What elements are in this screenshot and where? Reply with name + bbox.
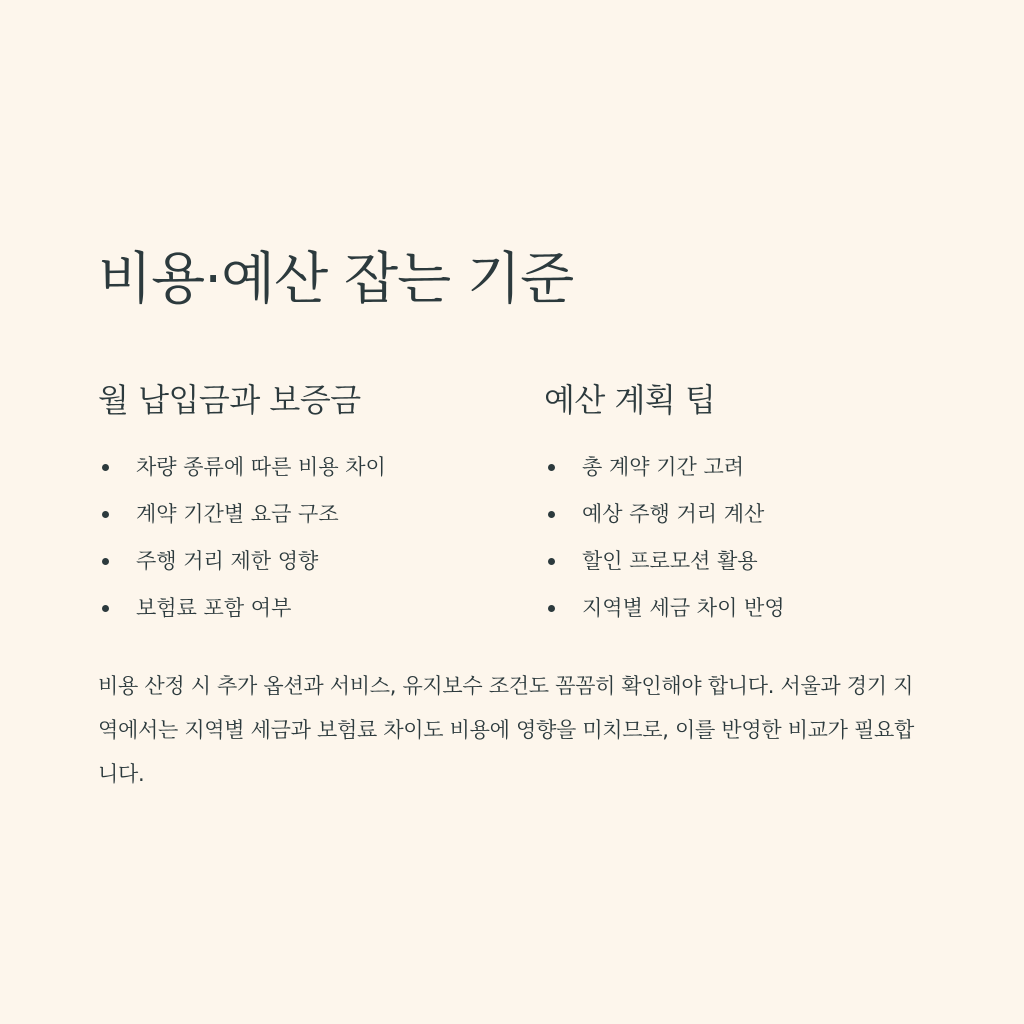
list-item-text: 보험료 포함 여부 [136,596,292,620]
section-heading: 예산 계획 팁 [544,381,716,419]
list-item [544,491,964,538]
list-item-text: 계약 기간별 요금 구조 [136,502,339,526]
page-title: 비용·예산 잡는 기준 [98,247,574,312]
section-monthly-payment-deposit [98,378,518,632]
summary-paragraph: 비용 산정 시 추가 옵션과 서비스, 유지보수 조건도 꼼꼼히 확인해야 합니다. 서울과 경기 지역에서는 지역별 세금과 보험료 차이도 비용에 영향을 미치므로, 이를 반영한 비교가 필요합니다. [98,674,914,786]
list-item-text: 주행 거리 제한 영향 [136,549,319,573]
bullet-icon [102,464,109,471]
list-item [544,444,964,491]
list-item-text: 지역별 세금 차이 반영 [582,596,785,620]
list-item [98,444,518,491]
bullet-icon [548,511,555,518]
list-item [544,538,964,585]
list-item [544,585,964,632]
list-item [98,491,518,538]
bullet-icon [548,605,555,612]
bullet-icon [102,605,109,612]
bullet-icon [548,558,555,565]
bullet-list [98,444,518,632]
list-item-text: 할인 프로모션 활용 [582,549,758,573]
bullet-icon [548,464,555,471]
list-item-text: 예상 주행 거리 계산 [582,502,765,526]
list-item [98,538,518,585]
section-heading: 월 납입금과 보증금 [98,381,361,419]
bullet-icon [102,558,109,565]
section-budget-tips [544,378,964,632]
bullet-list [544,444,964,632]
bullet-icon [102,511,109,518]
list-item-text: 차량 종류에 따른 비용 차이 [136,455,386,479]
list-item [98,585,518,632]
list-item-text: 총 계약 기간 고려 [582,455,745,479]
